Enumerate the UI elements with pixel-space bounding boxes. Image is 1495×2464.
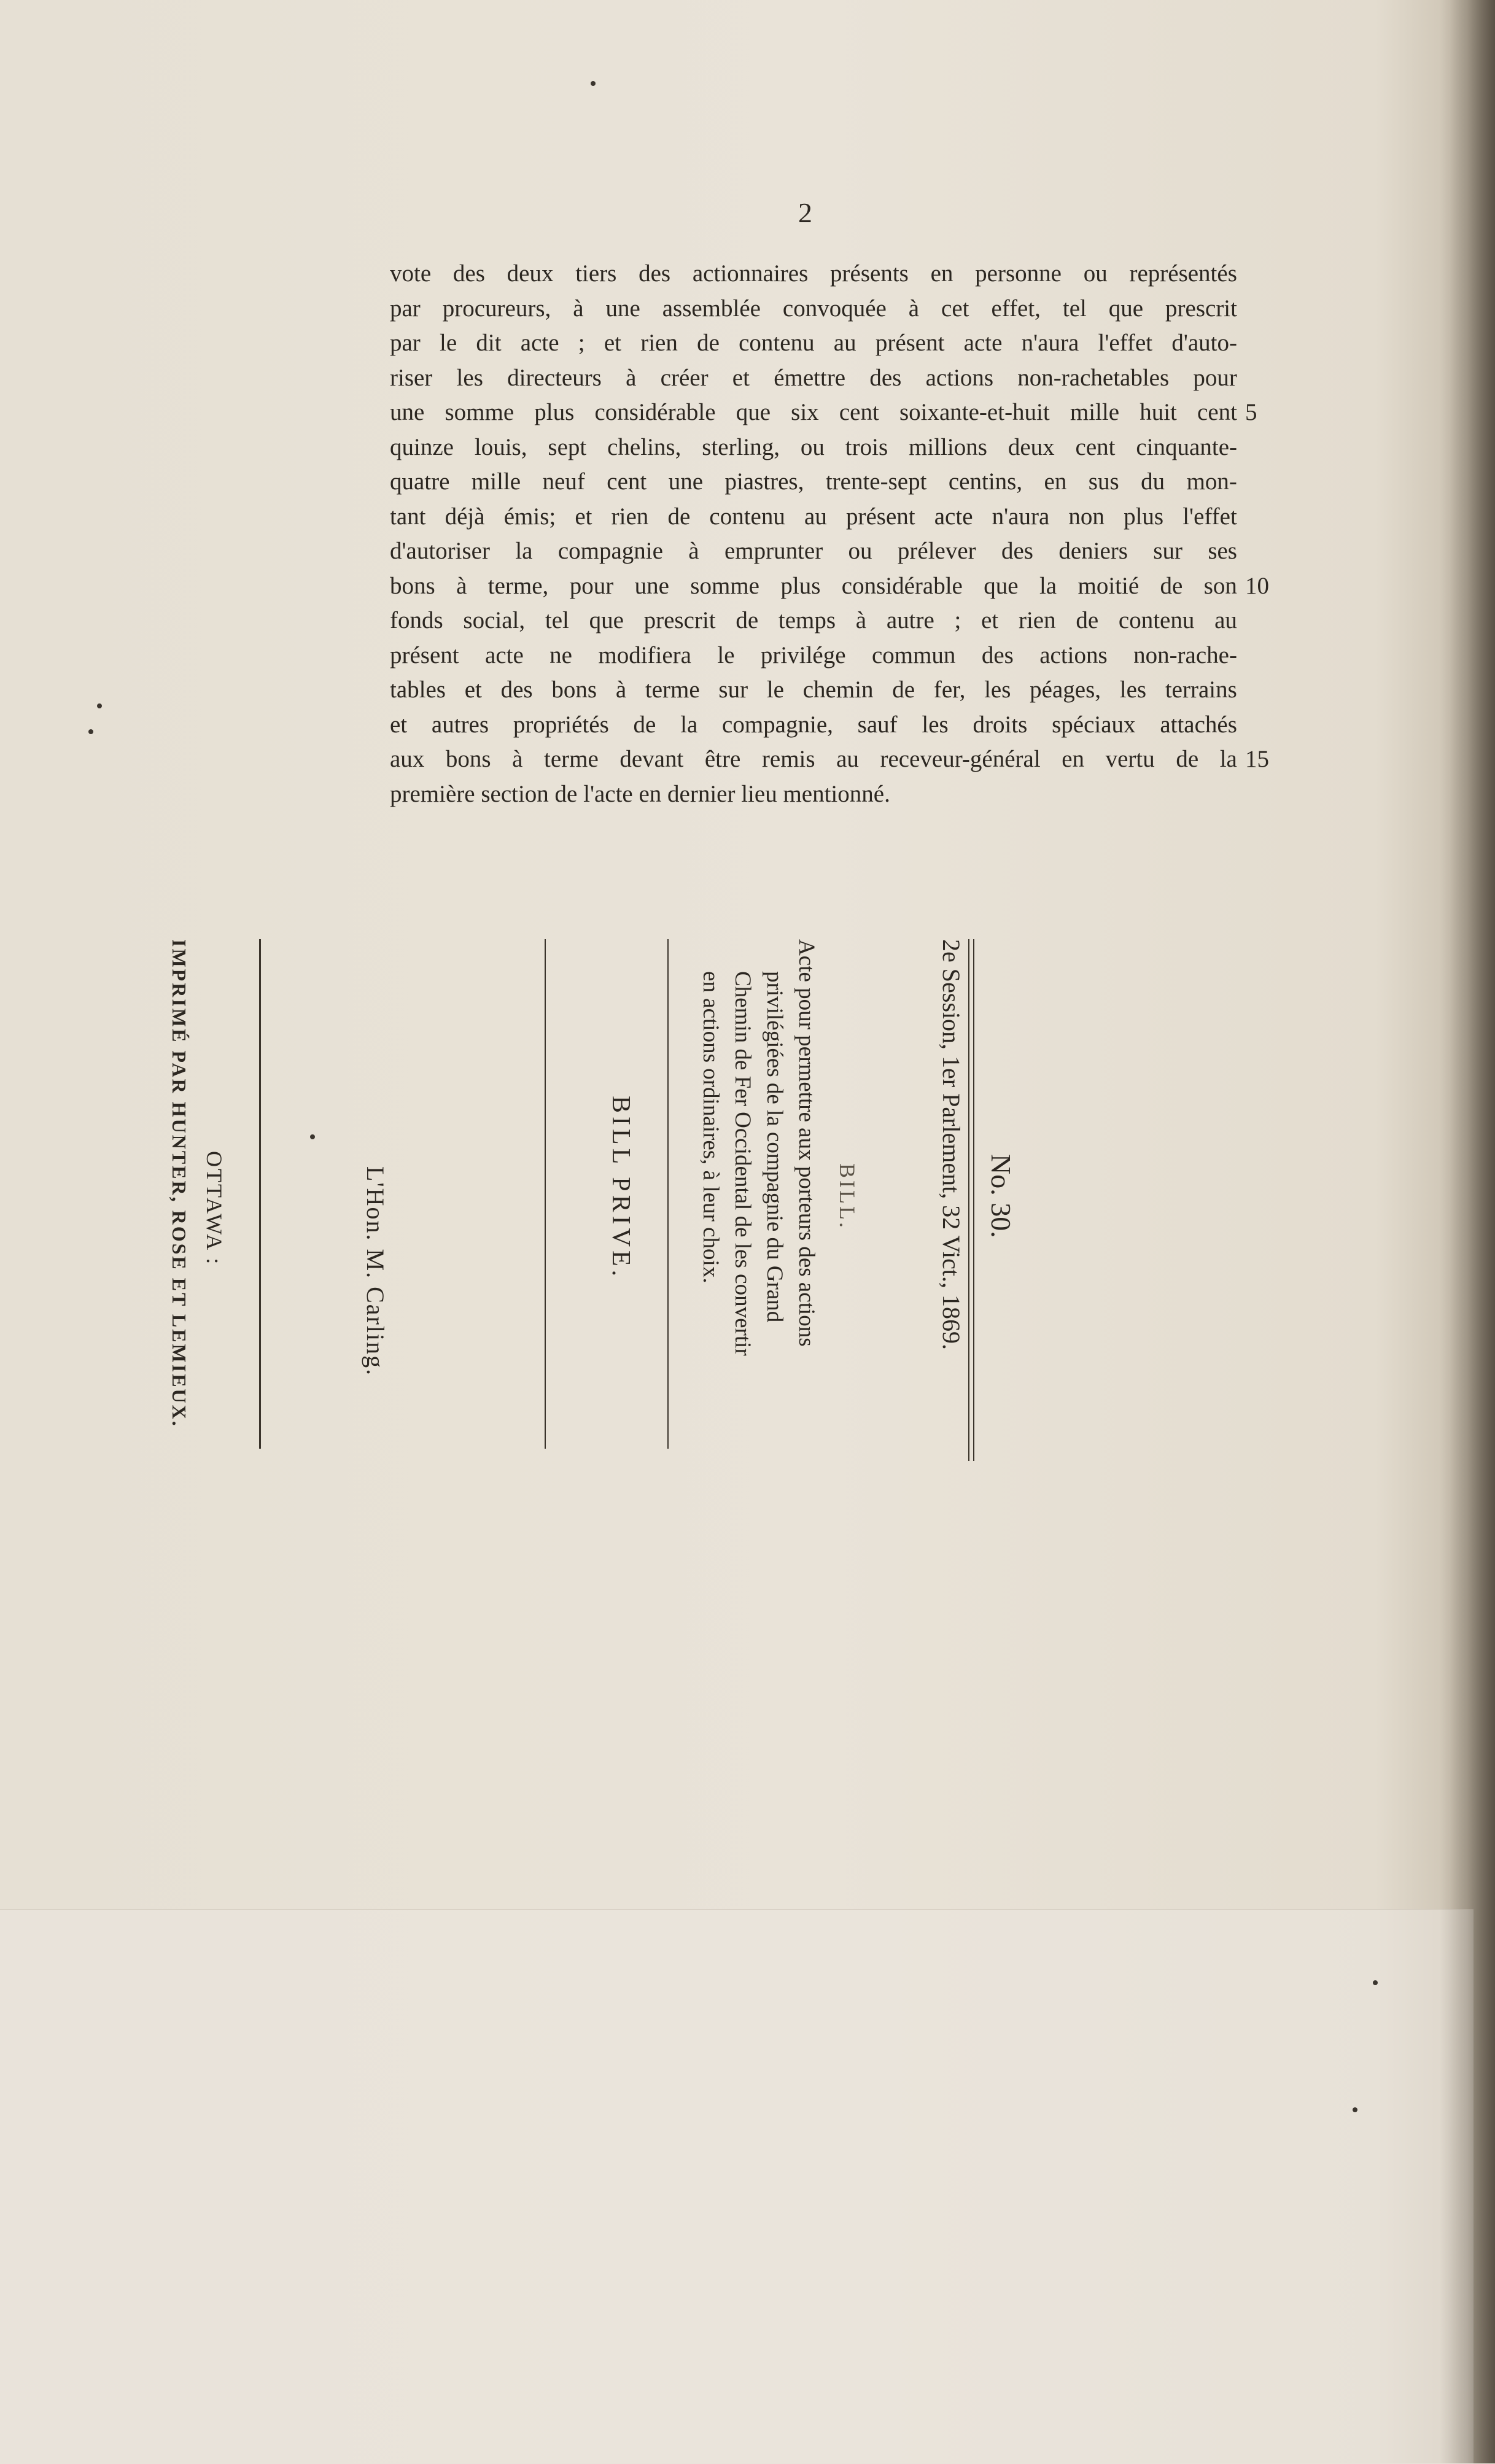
body-word: une — [605, 295, 640, 322]
cover-panel — [168, 939, 1017, 2087]
body-line — [390, 742, 1237, 777]
body-word: bons — [445, 746, 491, 772]
body-word: prescrit — [1165, 295, 1237, 322]
body-word: l'effet — [1098, 330, 1153, 356]
body-word: des — [639, 260, 671, 287]
body-word: fer, — [933, 676, 966, 703]
body-word: tant — [390, 503, 426, 530]
body-word: tel — [1062, 295, 1087, 322]
body-word: tel — [545, 607, 569, 633]
body-word: ou — [1083, 260, 1108, 287]
body-word: présent — [875, 330, 945, 356]
body-line — [390, 361, 1237, 396]
body-word: aux — [390, 746, 425, 772]
body-word: présents — [830, 260, 909, 287]
body-word: remis — [761, 746, 815, 772]
body-word: convoquée — [782, 295, 887, 322]
body-word: et — [604, 330, 621, 356]
body-line — [390, 708, 1237, 743]
line-number: 15 — [1245, 746, 1269, 772]
body-word: contenu — [709, 503, 785, 530]
bill-label: BILL. — [835, 1163, 860, 1230]
body-word: une — [390, 399, 425, 425]
body-word: de — [667, 503, 691, 530]
body-word: fonds — [390, 607, 443, 633]
body-word: le — [766, 676, 784, 703]
body-word: à — [626, 364, 637, 391]
body-word: trois — [845, 433, 888, 460]
body-word: soixante-et-huit — [899, 399, 1050, 425]
body-word: de — [1176, 746, 1199, 772]
body-word: neuf — [542, 468, 585, 495]
body-word: à — [615, 676, 627, 703]
body-word: considérable — [841, 572, 963, 599]
body-word: pour — [569, 572, 614, 599]
body-line — [390, 292, 1237, 327]
body-word: péages, — [1030, 676, 1101, 703]
body-word: mille — [1070, 399, 1120, 425]
body-word: deux — [1008, 433, 1055, 460]
page-edge-shadow — [1440, 0, 1495, 2463]
bill-number: No. 30. — [985, 1154, 1017, 1238]
body-line — [390, 500, 1237, 535]
body-word: social, — [463, 607, 526, 633]
body-word: quinze — [390, 433, 454, 460]
line-number: 5 — [1245, 399, 1257, 425]
body-word: les — [984, 676, 1011, 703]
body-word: autres — [431, 711, 489, 738]
body-word: acte — [934, 503, 973, 530]
body-word: huit — [1140, 399, 1177, 425]
body-word: des — [500, 676, 533, 703]
body-word: l'effet — [1182, 503, 1237, 530]
body-word: des — [452, 260, 485, 287]
body-word: actionnaires — [692, 260, 809, 287]
body-word: privilége — [760, 641, 846, 668]
body-word: actions — [1039, 641, 1108, 668]
body-word: effet, — [991, 295, 1041, 322]
body-word: à — [855, 607, 867, 633]
body-word: commun — [871, 641, 956, 668]
paper-speck — [591, 81, 596, 86]
body-word: ne — [549, 641, 572, 668]
body-line — [390, 673, 1237, 708]
body-word: par — [390, 295, 421, 322]
body-word: cent — [1075, 433, 1116, 460]
body-word: la — [1219, 746, 1237, 772]
body-word: vertu — [1105, 746, 1155, 772]
body-word: que — [1108, 295, 1144, 322]
paper-speck — [1353, 2107, 1357, 2112]
body-word: au — [804, 503, 827, 530]
body-word: plus — [780, 572, 821, 599]
body-word: à — [688, 538, 699, 564]
body-word: dit — [476, 330, 502, 356]
body-word: de — [736, 607, 759, 633]
body-word: une — [634, 572, 669, 599]
body-word: représentés — [1129, 260, 1237, 287]
body-word: au — [1214, 607, 1237, 633]
body-word: émettre — [774, 364, 846, 391]
body-line — [390, 326, 1237, 361]
sponsor: L'Hon. M. Carling. — [362, 1166, 389, 1377]
body-word: et — [575, 503, 592, 530]
body-word: sur — [1153, 538, 1182, 564]
cover-top-rule — [973, 939, 974, 1461]
body-word: à — [908, 295, 920, 322]
body-word: sept — [548, 433, 587, 460]
body-word: et — [981, 607, 999, 633]
body-word: en — [930, 260, 953, 287]
body-word: prescrit — [643, 607, 716, 633]
body-word: et — [732, 364, 750, 391]
body-word: bons — [390, 572, 435, 599]
cover-bottom-rule — [259, 939, 261, 1449]
body-word: six — [791, 399, 819, 425]
body-word: au — [836, 746, 859, 772]
body-word: présent — [390, 641, 459, 668]
page-number: 2 — [798, 197, 812, 228]
body-word: attachés — [1160, 711, 1237, 738]
body-word: louis, — [474, 433, 527, 460]
body-word: en — [1062, 746, 1085, 772]
body-word: rien — [611, 503, 649, 530]
body-word: sus — [1088, 468, 1119, 495]
cover-middle-rule — [667, 939, 669, 1449]
bill-type: BILL PRIVE. — [607, 1096, 635, 1280]
body-word: modifiera — [598, 641, 691, 668]
body-word: plus — [1124, 503, 1164, 530]
body-word: que — [736, 399, 771, 425]
body-word: tiers — [575, 260, 617, 287]
body-word: devant — [619, 746, 684, 772]
body-word: autre — [886, 607, 934, 633]
body-word: rien — [640, 330, 678, 356]
body-word: moitié — [1078, 572, 1140, 599]
body-word: cinquante- — [1136, 433, 1237, 460]
body-word: ou — [800, 433, 825, 460]
body-word: par — [390, 330, 421, 356]
body-word: une — [668, 468, 704, 495]
body-word: pour — [1193, 364, 1237, 391]
body-word: terme — [645, 676, 700, 703]
body-word: considérable — [594, 399, 716, 425]
body-word: en — [1044, 468, 1067, 495]
body-word: directeurs — [507, 364, 602, 391]
body-word: quatre — [390, 468, 450, 495]
line-number: 10 — [1245, 572, 1269, 599]
body-word: le — [717, 641, 735, 668]
body-word: compagnie, — [722, 711, 833, 738]
body-line — [390, 430, 1237, 465]
body-line — [390, 395, 1237, 430]
body-word: plus — [534, 399, 575, 425]
body-word: sterling, — [702, 433, 780, 460]
body-word: ; — [578, 330, 585, 356]
body-word: n'aura — [1021, 330, 1079, 356]
bill-title — [694, 939, 822, 1356]
body-word: à — [512, 746, 523, 772]
session-line: 2e Session, 1er Parlement, 32 Vict., 1869. — [938, 939, 965, 1350]
body-word: d'autoriser — [390, 538, 490, 564]
body-word: assemblée — [662, 295, 761, 322]
body-word: actions — [925, 364, 994, 391]
body-word: terme — [544, 746, 599, 772]
body-word: le — [440, 330, 457, 356]
cover-top-rule-second — [968, 939, 969, 1461]
body-word: personne — [975, 260, 1062, 287]
body-word: centins, — [948, 468, 1023, 495]
body-word: acte — [520, 330, 559, 356]
body-word: prélever — [897, 538, 976, 564]
bill-title-line: privilégiées de la compagnie du Grand — [762, 971, 787, 1323]
body-word: la — [515, 538, 533, 564]
body-word: compagnie — [557, 538, 663, 564]
body-word: et — [464, 676, 482, 703]
paper-speck — [88, 729, 93, 734]
body-word: piastres, — [724, 468, 804, 495]
body-word: acte — [963, 330, 1003, 356]
body-word: emprunter — [724, 538, 823, 564]
body-word: rien — [1018, 607, 1056, 633]
body-line — [390, 534, 1237, 569]
body-word: vote — [390, 260, 432, 287]
body-word: ses — [1208, 538, 1237, 564]
body-word: la — [1039, 572, 1057, 599]
body-word: à — [456, 572, 467, 599]
body-word: bons — [551, 676, 597, 703]
body-word: receveur-général — [880, 746, 1041, 772]
printer-line: IMPRIMÉ PAR HUNTER, ROSE ET LEMIEUX. — [168, 939, 190, 1428]
body-line — [390, 638, 1237, 673]
body-word: de — [633, 711, 656, 738]
body-word: être — [704, 746, 741, 772]
body-word: millions — [909, 433, 987, 460]
body-word: acte — [485, 641, 524, 668]
body-word: cet — [941, 295, 969, 322]
body-word: son — [1203, 572, 1237, 599]
body-word: cent — [839, 399, 879, 425]
body-word: d'auto- — [1171, 330, 1237, 356]
body-word: déjà — [445, 503, 485, 530]
body-word: des — [981, 641, 1014, 668]
body-word: les — [922, 711, 949, 738]
body-word: de — [697, 330, 720, 356]
body-word: émis; — [503, 503, 556, 530]
body-word: au — [833, 330, 856, 356]
body-word: du — [1141, 468, 1165, 495]
cover-lower-rule — [545, 939, 546, 1449]
body-word: sur — [718, 676, 748, 703]
body-word: non — [1068, 503, 1105, 530]
body-word: deux — [507, 260, 554, 287]
body-word: les — [1119, 676, 1147, 703]
body-word: procureurs, — [442, 295, 551, 322]
body-word: ; — [954, 607, 961, 633]
bill-title-line: en actions ordinaires, à leur choix. — [698, 971, 723, 1284]
body-word: et — [390, 711, 408, 738]
body-word: trente-sept — [825, 468, 927, 495]
body-line: première section de l'acte en dernier lieu mentionné. — [390, 780, 890, 807]
body-word: chelins, — [607, 433, 681, 460]
body-word: chemin — [802, 676, 874, 703]
body-word: contenu — [1118, 607, 1195, 633]
bill-title-line: Acte pour permettre aux porteurs des actions — [794, 939, 819, 1347]
body-word: droits — [973, 711, 1028, 738]
body-word: deniers — [1058, 538, 1128, 564]
body-word: à — [573, 295, 584, 322]
body-word: présent — [845, 503, 915, 530]
body-word: que — [589, 607, 624, 633]
body-word: terrains — [1165, 676, 1237, 703]
body-text — [390, 257, 1237, 812]
body-word: que — [984, 572, 1019, 599]
body-line — [390, 465, 1237, 500]
body-line — [390, 257, 1237, 292]
body-word: sauf — [857, 711, 898, 738]
body-word: somme — [690, 572, 759, 599]
print-city: OTTAWA : — [202, 1151, 227, 1266]
body-word: de — [892, 676, 915, 703]
body-word: tables — [390, 676, 446, 703]
body-word: propriétés — [513, 711, 609, 738]
body-word: non-rachetables — [1017, 364, 1170, 391]
body-word: temps — [778, 607, 836, 633]
body-word: des — [869, 364, 902, 391]
body-word: créer — [660, 364, 709, 391]
body-word: mille — [471, 468, 521, 495]
body-word: spéciaux — [1052, 711, 1136, 738]
paper-speck — [97, 703, 102, 708]
body-word: la — [680, 711, 698, 738]
body-word: contenu — [739, 330, 815, 356]
body-word: ou — [848, 538, 872, 564]
body-word: terme, — [487, 572, 549, 599]
body-word: cent — [1197, 399, 1237, 425]
body-word: des — [1001, 538, 1033, 564]
body-word: n'aura — [992, 503, 1050, 530]
body-word: de — [1160, 572, 1183, 599]
body-word: riser — [390, 364, 433, 391]
body-word: cent — [607, 468, 647, 495]
bill-title-line: Chemin de Fer Occidental de les convertir — [730, 971, 755, 1356]
paper-speck — [1373, 1980, 1378, 1985]
body-word: somme — [445, 399, 515, 425]
body-word: non-rache- — [1133, 641, 1237, 668]
body-word: mon- — [1186, 468, 1237, 495]
body-word: de — [1076, 607, 1099, 633]
paper-speck — [310, 1134, 315, 1139]
body-line — [390, 569, 1237, 604]
body-word: les — [456, 364, 483, 391]
body-line — [390, 603, 1237, 638]
